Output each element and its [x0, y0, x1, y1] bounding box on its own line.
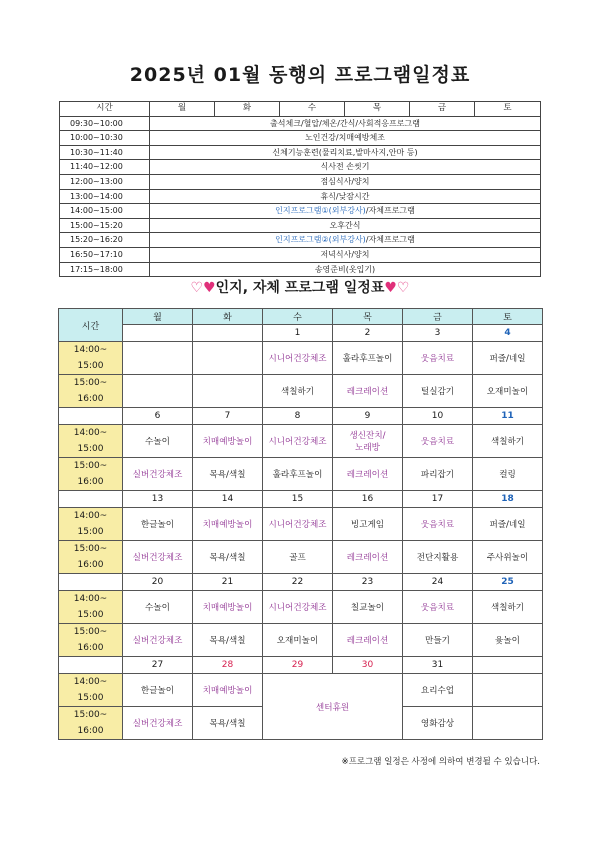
calendar-header-time: 시간: [59, 309, 123, 342]
page-title: 2025년 01월 동행의 프로그램일정표: [129, 64, 471, 86]
calendar-activity-cell: 레크레이션: [333, 541, 403, 574]
calendar-activity-cell: 목욕/색칠: [193, 624, 263, 657]
heart-outline-icon: ♡: [190, 280, 204, 296]
calendar-date-time-spacer: [59, 408, 123, 425]
calendar-day-header: 목: [333, 309, 403, 325]
calendar-date-cell: 7: [193, 408, 263, 425]
daily-row: [60, 174, 541, 189]
calendar-date-cell: 17: [403, 491, 473, 508]
daily-activity: 점심식사/양치: [150, 174, 541, 189]
calendar-date-cell: 30: [333, 657, 403, 674]
daily-time: 16:50~17:10: [60, 247, 150, 262]
calendar-activity-cell: [123, 342, 193, 375]
calendar-date-cell: 3: [403, 325, 473, 342]
daily-header-mon: 월: [150, 102, 215, 117]
daily-row: [60, 145, 541, 160]
heart-filled-icon: ♥: [384, 280, 397, 296]
daily-activity: [150, 204, 541, 219]
calendar-activity-cell: 레크레이션: [333, 375, 403, 408]
daily-row: [60, 262, 541, 277]
program-calendar-table: [58, 308, 543, 740]
calendar-time-slot: 14:00~ 15:00: [59, 674, 123, 707]
daily-header-time: 시간: [60, 102, 150, 117]
calendar-activity-cell: 실버건강체조: [123, 707, 193, 740]
calendar-date-cell: 15: [263, 491, 333, 508]
calendar-date-cell: 11: [473, 408, 543, 425]
calendar-activity-cell: 요리수업: [403, 674, 473, 707]
calendar-date-cell: 13: [123, 491, 193, 508]
calendar-activity-cell: 오재미놀이: [263, 624, 333, 657]
calendar-activity-cell: 전단지활용: [403, 541, 473, 574]
calendar-date-cell: [193, 325, 263, 342]
calendar-date-cell: 8: [263, 408, 333, 425]
calendar-date-cell: 10: [403, 408, 473, 425]
daily-header-row: [60, 102, 541, 117]
calendar-activity-cell: 레크레이션: [333, 624, 403, 657]
calendar-date-cell: [123, 325, 193, 342]
calendar-time-slot: 15:00~ 16:00: [59, 624, 123, 657]
calendar-date-cell: 22: [263, 574, 333, 591]
calendar-activity-cell: [123, 375, 193, 408]
calendar-activity-cell: 주사위놀이: [473, 541, 543, 574]
calendar-activity-cell: 빙고게임: [333, 508, 403, 541]
calendar-time-slot: 14:00~ 15:00: [59, 508, 123, 541]
daily-time: 17:15~18:00: [60, 262, 150, 277]
calendar-date-cell: 16: [333, 491, 403, 508]
daily-row: [60, 131, 541, 146]
daily-row: [60, 189, 541, 204]
calendar-activity-row: [59, 624, 543, 657]
calendar-activity-cell: 시니어건강체조: [263, 508, 333, 541]
calendar-date-time-spacer: [59, 574, 123, 591]
calendar-activity-cell: 목욕/색칠: [193, 707, 263, 740]
calendar-activity-cell: 털실감기: [403, 375, 473, 408]
daily-time: 12:00~13:00: [60, 174, 150, 189]
heart-outline-icon: ♡: [396, 280, 410, 296]
calendar-date-cell: 24: [403, 574, 473, 591]
calendar-activity-cell: 웃음치료: [403, 508, 473, 541]
daily-header-sat: 토: [475, 102, 541, 117]
daily-time: 13:00~14:00: [60, 189, 150, 204]
external-program-label: 인지프로그램①(외부강사): [275, 206, 366, 216]
calendar-time-slot: 14:00~ 15:00: [59, 342, 123, 375]
calendar-activity-cell: 수놀이: [123, 591, 193, 624]
calendar-day-header: 토: [473, 309, 543, 325]
self-program-label: /자체프로그램: [365, 235, 415, 245]
daily-time: 14:00~15:00: [60, 204, 150, 219]
daily-time: 09:30~10:00: [60, 116, 150, 131]
calendar-date-cell: 9: [333, 408, 403, 425]
calendar-activity-cell: 골프: [263, 541, 333, 574]
calendar-activity-row: [59, 591, 543, 624]
calendar-day-header: 화: [193, 309, 263, 325]
calendar-activity-cell: 한글놀이: [123, 674, 193, 707]
calendar-time-slot: 15:00~ 16:00: [59, 458, 123, 491]
calendar-date-cell: 20: [123, 574, 193, 591]
calendar-activity-cell: 웃음치료: [403, 342, 473, 375]
calendar-activity-cell: [193, 342, 263, 375]
daily-header-fri: 금: [410, 102, 475, 117]
calendar-date-row: [59, 574, 543, 591]
daily-activity: 휴식/낮잠시간: [150, 189, 541, 204]
calendar-time-slot: 15:00~ 16:00: [59, 375, 123, 408]
calendar-activity-cell: 한글놀이: [123, 508, 193, 541]
calendar-date-cell: 1: [263, 325, 333, 342]
calendar-date-row: [59, 657, 543, 674]
calendar-activity-cell: 치매예방놀이: [193, 674, 263, 707]
calendar-activity-cell: [473, 707, 543, 740]
calendar-activity-cell: 실버건강체조: [123, 624, 193, 657]
calendar-date-cell: 23: [333, 574, 403, 591]
calendar-activity-cell: 훌라후프놀이: [263, 458, 333, 491]
calendar-time-slot: 15:00~ 16:00: [59, 541, 123, 574]
change-notice: ※프로그램 일정은 사정에 의하여 변경될 수 있습니다.: [341, 757, 540, 767]
daily-time: 10:30~11:40: [60, 145, 150, 160]
calendar-activity-row: [59, 541, 543, 574]
calendar-time-slot: 14:00~ 15:00: [59, 425, 123, 458]
calendar-activity-cell: 색칠하기: [473, 591, 543, 624]
calendar-date-time-spacer: [59, 491, 123, 508]
daily-time: 11:40~12:00: [60, 160, 150, 175]
calendar-activity-cell: 웃음치료: [403, 591, 473, 624]
calendar-date-row: [59, 408, 543, 425]
daily-activity: 식사전 손씻기: [150, 160, 541, 175]
calendar-activity-row: [59, 508, 543, 541]
calendar-date-row: [59, 491, 543, 508]
calendar-date-cell: 2: [333, 325, 403, 342]
calendar-date-cell: 27: [123, 657, 193, 674]
calendar-date-cell: 14: [193, 491, 263, 508]
calendar-date-cell: 6: [123, 408, 193, 425]
calendar-time-slot: 15:00~ 16:00: [59, 707, 123, 740]
calendar-date-cell: 25: [473, 574, 543, 591]
subtitle-text: 인지, 자체 프로그램 일정표: [215, 280, 385, 296]
calendar-activity-cell: 레크레이션: [333, 458, 403, 491]
calendar-activity-cell: 실버건강체조: [123, 541, 193, 574]
calendar-activity-cell: 훌라후프놀이: [333, 342, 403, 375]
daily-row: [60, 218, 541, 233]
calendar-activity-cell: 색칠하기: [473, 425, 543, 458]
calendar-day-header: 월: [123, 309, 193, 325]
calendar-activity-row: [59, 425, 543, 458]
calendar-date-cell: 4: [473, 325, 543, 342]
calendar-activity-cell: 목욕/색칠: [193, 541, 263, 574]
calendar-activity-cell: 퍼즐/네일: [473, 508, 543, 541]
daily-activity: [150, 233, 541, 248]
calendar-activity-cell: 오재미놀이: [473, 375, 543, 408]
self-program-label: /자체프로그램: [365, 206, 415, 216]
daily-row: [60, 116, 541, 131]
calendar-header-row: [59, 309, 543, 325]
daily-header-tue: 화: [215, 102, 280, 117]
daily-activity: 신체기능훈련(물리치료,발마사지,안마 등): [150, 145, 541, 160]
calendar-day-header: 수: [263, 309, 333, 325]
holiday-cell: 센터휴원: [263, 674, 403, 740]
daily-activity: 오후간식: [150, 218, 541, 233]
calendar-activity-cell: [473, 674, 543, 707]
calendar-subtitle: [0, 277, 600, 297]
daily-activity: 출석체크/혈압/체온/간식/사회적응프로그램: [150, 116, 541, 131]
calendar-activity-cell: 영화감상: [403, 707, 473, 740]
daily-row: [60, 247, 541, 262]
calendar-day-header: 금: [403, 309, 473, 325]
calendar-date-cell: 18: [473, 491, 543, 508]
calendar-activity-cell: 치매예방놀이: [193, 508, 263, 541]
calendar-time-slot: 14:00~ 15:00: [59, 591, 123, 624]
external-program-label: 인지프로그램②(외부강사): [275, 235, 366, 245]
calendar-activity-cell: 시니어건강체조: [263, 425, 333, 458]
calendar-date-row: [59, 325, 543, 342]
calendar-date-cell: [473, 657, 543, 674]
calendar-date-cell: 28: [193, 657, 263, 674]
calendar-activity-cell: 시니어건강체조: [263, 342, 333, 375]
calendar-activity-cell: 치매예방놀이: [193, 591, 263, 624]
daily-time: 15:00~15:20: [60, 218, 150, 233]
daily-time: 10:00~10:30: [60, 131, 150, 146]
calendar-date-time-spacer: [59, 657, 123, 674]
calendar-activity-cell: 컬링: [473, 458, 543, 491]
calendar-activity-cell: 웃음치료: [403, 425, 473, 458]
calendar-activity-cell: [193, 375, 263, 408]
calendar-activity-cell: 색칠하기: [263, 375, 333, 408]
calendar-activity-cell: 생신잔치/ 노래방: [333, 425, 403, 458]
calendar-activity-cell: 실버건강체조: [123, 458, 193, 491]
daily-header-wed: 수: [280, 102, 345, 117]
daily-time: 15:20~16:20: [60, 233, 150, 248]
calendar-activity-cell: 퍼즐/네일: [473, 342, 543, 375]
daily-header-thu: 목: [345, 102, 410, 117]
daily-activity: 저녁식사/양치: [150, 247, 541, 262]
calendar-activity-cell: 파리잡기: [403, 458, 473, 491]
calendar-activity-cell: 시니어건강체조: [263, 591, 333, 624]
calendar-activity-row: [59, 342, 543, 375]
calendar-activity-cell: 치매예방놀이: [193, 425, 263, 458]
daily-row: [60, 233, 541, 248]
daily-row: [60, 160, 541, 175]
calendar-activity-cell: 칠교놀이: [333, 591, 403, 624]
calendar-activity-cell: 수놀이: [123, 425, 193, 458]
calendar-activity-cell: 목욕/색칠: [193, 458, 263, 491]
calendar-date-cell: 29: [263, 657, 333, 674]
daily-activity: 송영준비(옷입기): [150, 262, 541, 277]
calendar-activity-row: [59, 375, 543, 408]
daily-activity: 노인건강/치매예방체조: [150, 131, 541, 146]
calendar-date-cell: 31: [403, 657, 473, 674]
calendar-activity-cell: 만들기: [403, 624, 473, 657]
daily-row: [60, 204, 541, 219]
daily-schedule-table: [59, 101, 541, 277]
calendar-activity-row: [59, 674, 543, 707]
heart-filled-icon: ♥: [203, 280, 216, 296]
calendar-date-cell: 21: [193, 574, 263, 591]
calendar-activity-row: [59, 458, 543, 491]
calendar-activity-cell: 윷놀이: [473, 624, 543, 657]
